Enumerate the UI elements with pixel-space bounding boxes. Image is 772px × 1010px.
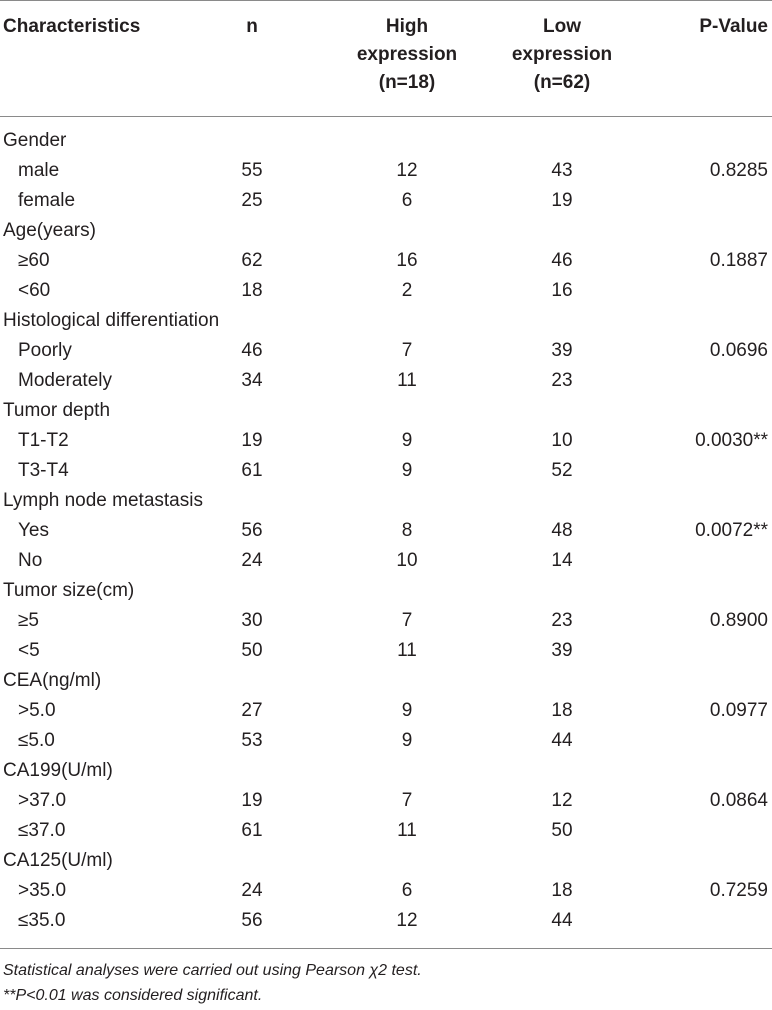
cell-low-expression: 12 — [551, 790, 573, 811]
cell-n: 18 — [241, 280, 263, 301]
cell-high-expression: 2 — [401, 280, 413, 301]
cell-p-value: 0.0696 — [709, 340, 768, 361]
cell-high-expression: 9 — [401, 460, 413, 481]
cell-n: 56 — [241, 520, 263, 541]
row-label: Lymph node metastasis — [3, 490, 203, 511]
row-label: Gender — [3, 130, 67, 151]
cell-low-expression: 23 — [551, 370, 573, 391]
header-high-line: High — [385, 16, 429, 37]
table-row — [0, 636, 772, 666]
row-label: Yes — [18, 520, 49, 541]
cell-n: 56 — [241, 910, 263, 931]
row-label: ≥60 — [18, 250, 50, 271]
cell-low-expression: 18 — [551, 880, 573, 901]
table-group-row — [0, 666, 772, 696]
cell-low-expression: 52 — [551, 460, 573, 481]
cell-low-expression: 43 — [551, 160, 573, 181]
table-row — [0, 696, 772, 726]
row-label: ≤37.0 — [18, 820, 66, 841]
cell-n: 55 — [241, 160, 263, 181]
table-group-row — [0, 396, 772, 426]
cell-n: 61 — [241, 460, 263, 481]
cell-high-expression: 12 — [396, 160, 418, 181]
table-group-row — [0, 216, 772, 246]
cell-low-expression: 19 — [551, 190, 573, 211]
header-low-line: expression — [511, 44, 613, 65]
table-header — [0, 0, 772, 116]
cell-n: 24 — [241, 550, 263, 571]
table-row — [0, 606, 772, 636]
table-row — [0, 516, 772, 546]
cell-high-expression: 7 — [401, 790, 413, 811]
cell-n: 46 — [241, 340, 263, 361]
header-high-line: expression — [356, 44, 458, 65]
header-low-expression — [500, 13, 624, 97]
row-label: Tumor size(cm) — [3, 580, 135, 601]
cell-n: 27 — [241, 700, 263, 721]
table-row — [0, 876, 772, 906]
row-label: Histological differentiation — [3, 310, 220, 331]
cell-low-expression: 50 — [551, 820, 573, 841]
cell-p-value: 0.8285 — [709, 160, 768, 181]
table-row — [0, 906, 772, 936]
cell-high-expression: 6 — [401, 190, 413, 211]
row-label: Poorly — [18, 340, 72, 361]
cell-high-expression: 8 — [401, 520, 413, 541]
table-group-row — [0, 306, 772, 336]
cell-p-value: 0.8900 — [709, 610, 768, 631]
cell-low-expression: 23 — [551, 610, 573, 631]
cell-low-expression: 44 — [551, 910, 573, 931]
cell-low-expression: 10 — [551, 430, 573, 451]
cell-p-value: 0.0864 — [709, 790, 768, 811]
row-label: T1-T2 — [18, 430, 69, 451]
table-row — [0, 336, 772, 366]
table-row — [0, 186, 772, 216]
cell-low-expression: 39 — [551, 640, 573, 661]
row-label: CEA(ng/ml) — [3, 670, 102, 691]
table-row — [0, 426, 772, 456]
header-high-line: (n=18) — [378, 72, 436, 93]
row-label: CA199(U/ml) — [3, 760, 113, 781]
cell-p-value: 0.0030** — [695, 430, 768, 451]
table-row — [0, 456, 772, 486]
table-group-row — [0, 756, 772, 786]
header-n: n — [246, 16, 258, 37]
cell-high-expression: 12 — [396, 910, 418, 931]
cell-n: 61 — [241, 820, 263, 841]
cell-n: 62 — [241, 250, 263, 271]
row-label: <60 — [18, 280, 51, 301]
table-row — [0, 726, 772, 756]
row-label: Tumor depth — [3, 400, 111, 421]
row-label: CA125(U/ml) — [3, 850, 113, 871]
header-characteristics: Characteristics — [3, 16, 141, 37]
cell-p-value: 0.7259 — [709, 880, 768, 901]
row-label: >37.0 — [18, 790, 67, 811]
row-label: >5.0 — [18, 700, 56, 721]
cell-n: 34 — [241, 370, 263, 391]
row-label: >35.0 — [18, 880, 67, 901]
table-row — [0, 156, 772, 186]
cell-high-expression: 10 — [396, 550, 418, 571]
table-group-row — [0, 486, 772, 516]
table-row — [0, 786, 772, 816]
cell-low-expression: 18 — [551, 700, 573, 721]
cell-high-expression: 7 — [401, 340, 413, 361]
header-low-line: Low — [543, 16, 581, 37]
cell-low-expression: 16 — [551, 280, 573, 301]
row-label: T3-T4 — [18, 460, 69, 481]
row-label: ≤5.0 — [18, 730, 55, 751]
cell-high-expression: 9 — [401, 700, 413, 721]
header-rule — [0, 116, 772, 117]
cell-n: 24 — [241, 880, 263, 901]
cell-high-expression: 7 — [401, 610, 413, 631]
cell-high-expression: 9 — [401, 430, 413, 451]
cell-p-value: 0.1887 — [709, 250, 768, 271]
row-label: male — [18, 160, 60, 181]
row-label: ≥5 — [18, 610, 39, 631]
bottom-rule — [0, 948, 772, 949]
table-body — [0, 126, 772, 936]
table-row — [0, 366, 772, 396]
cell-high-expression: 16 — [396, 250, 418, 271]
cell-p-value: 0.0977 — [709, 700, 768, 721]
table-group-row — [0, 126, 772, 156]
table-row — [0, 246, 772, 276]
cell-low-expression: 44 — [551, 730, 573, 751]
row-label: No — [18, 550, 43, 571]
cell-low-expression: 14 — [551, 550, 573, 571]
header-low-line: (n=62) — [533, 72, 591, 93]
cell-high-expression: 11 — [397, 370, 417, 391]
cell-n: 19 — [241, 790, 263, 811]
row-label: Age(years) — [3, 220, 96, 241]
cell-low-expression: 46 — [551, 250, 573, 271]
footnote: Statistical analyses were carried out using Pearson χ2 test. — [3, 962, 422, 979]
row-label: ≤35.0 — [18, 910, 66, 931]
table-group-row — [0, 846, 772, 876]
cell-n: 50 — [241, 640, 263, 661]
cell-n: 30 — [241, 610, 263, 631]
cell-n: 19 — [241, 430, 263, 451]
table-row — [0, 816, 772, 846]
row-label: female — [18, 190, 76, 211]
cell-p-value: 0.0072** — [695, 520, 768, 541]
cell-low-expression: 48 — [551, 520, 573, 541]
header-high-expression — [345, 13, 469, 97]
table-row — [0, 546, 772, 576]
table-group-row — [0, 576, 772, 606]
cell-high-expression: 9 — [401, 730, 413, 751]
cell-high-expression: 6 — [401, 880, 413, 901]
table-footnotes — [3, 958, 422, 1008]
footnote: **P<0.01 was considered significant. — [3, 987, 263, 1004]
table-row — [0, 276, 772, 306]
cell-low-expression: 39 — [551, 340, 573, 361]
header-p-value: P-Value — [699, 16, 768, 37]
row-label: <5 — [18, 640, 40, 661]
cell-n: 25 — [241, 190, 263, 211]
cell-high-expression: 11 — [397, 640, 417, 661]
cell-n: 53 — [241, 730, 263, 751]
row-label: Moderately — [18, 370, 112, 391]
cell-high-expression: 11 — [397, 820, 417, 841]
